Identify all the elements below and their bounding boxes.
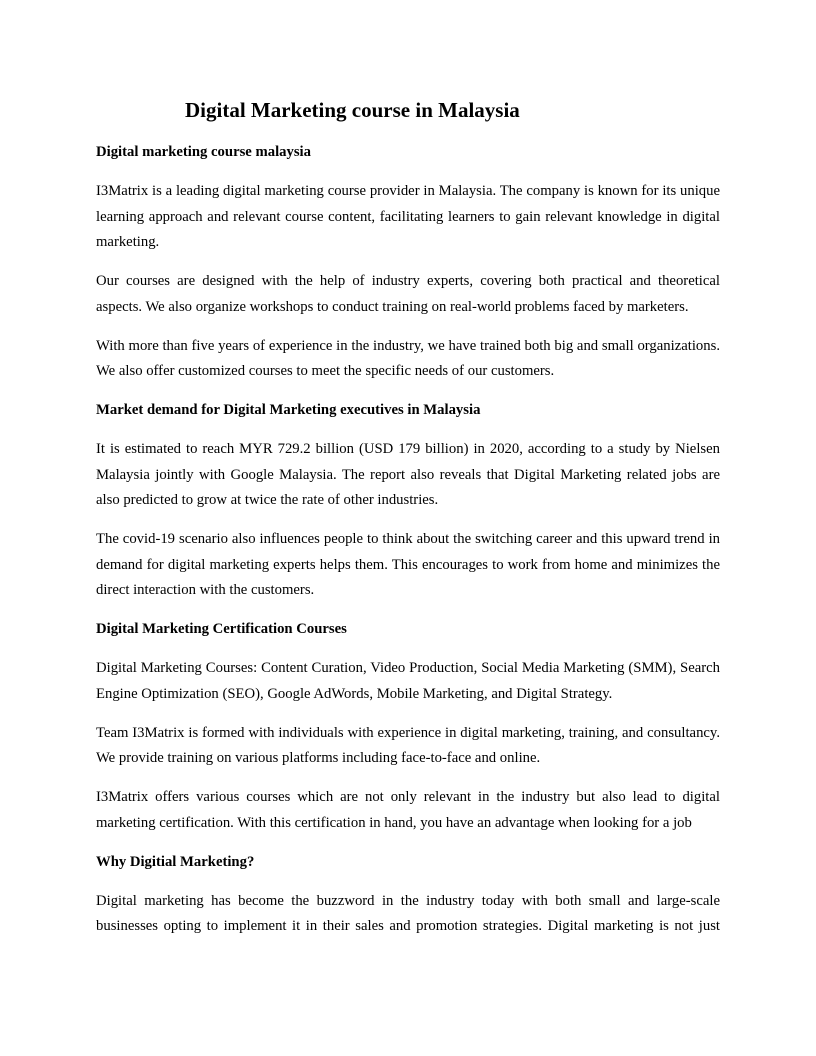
document-body — [96, 140, 720, 953]
section-heading: Digital Marketing Certification Courses — [96, 621, 347, 637]
section-heading: Market demand for Digital Marketing executives in Malaysia — [96, 402, 481, 418]
paragraph: I3Matrix is a leading digital marketing course provider in Malaysia. The company is known for its unique learning approach and relevant course content, facilitating learners to gain relevant knowledge in digital marketing. — [96, 183, 720, 250]
section-why-digital-marketing — [96, 850, 720, 940]
section-digital-marketing-course — [96, 140, 720, 385]
paragraph: The covid-19 scenario also influences people to think about the switching career and this upward trend in demand for digital marketing experts helps them. This encourages to work from home and minimizes the direct interaction with the customers. — [96, 531, 720, 598]
document-title: Digital Marketing course in Malaysia — [185, 98, 520, 122]
paragraph: Digital Marketing Courses: Content Curation, Video Production, Social Media Marketing (SMM), Search Engine Optimization (SEO), Google AdWords, Mobile Marketing, and Digital Strategy. — [96, 660, 720, 702]
section-market-demand — [96, 398, 720, 604]
paragraph: Digital marketing has become the buzzword in the industry today with both small and large-scale businesses opting to implement it in their sales and promotion strategies. Digital marketing is not just — [96, 892, 720, 934]
section-certification-courses — [96, 617, 720, 836]
section-heading: Why Digitial Marketing? — [96, 853, 255, 870]
paragraph: With more than five years of experience in the industry, we have trained both big and small organizations. We also offer customized courses to meet the specific needs of our customers. — [96, 337, 720, 379]
paragraph: Team I3Matrix is formed with individuals with experience in digital marketing, training, and consultancy. We provide training on various platforms including face-to-face and online. — [96, 724, 720, 766]
paragraph: It is estimated to reach MYR 729.2 billion (USD 179 billion) in 2020, according to a study by Nielsen Malaysia jointly with Google Malaysia. The report also reveals that Digital Marketing related jobs are also predicted to grow at twice the rate of other industries. — [96, 441, 720, 508]
paragraph: I3Matrix offers various courses which are not only relevant in the industry but also lead to digital marketing certification. With this certification in hand, you have an advantage when looking for a job — [96, 789, 720, 831]
paragraph: Our courses are designed with the help of industry experts, covering both practical and theoretical aspects. We also organize workshops to conduct training on real-world problems faced by marketers. — [96, 273, 720, 315]
section-heading: Digital marketing course malaysia — [96, 144, 311, 160]
